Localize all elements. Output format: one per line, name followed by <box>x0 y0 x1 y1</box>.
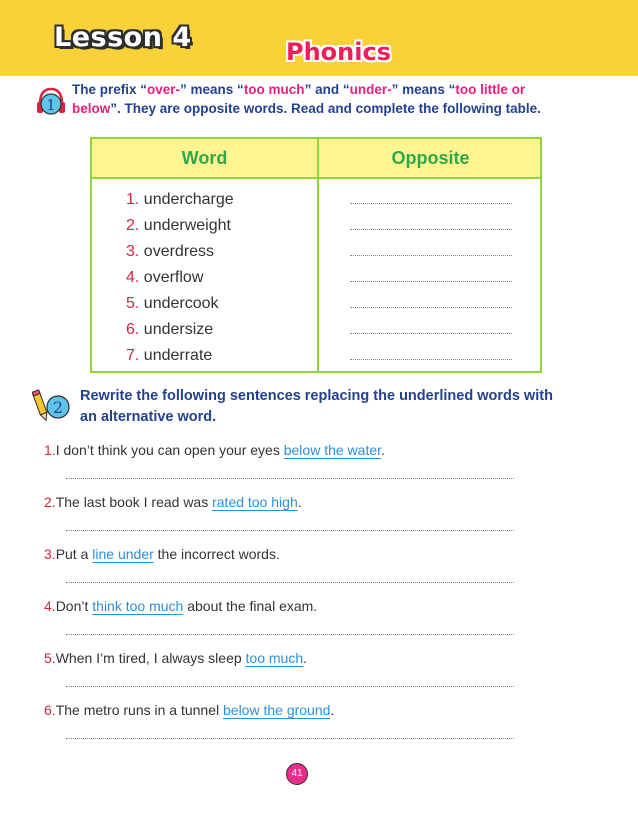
instruction-text: ” means “ <box>180 82 244 97</box>
row-number: 1. <box>126 191 140 208</box>
word-cell: underrate <box>143 347 213 364</box>
opposite-answer-line[interactable] <box>350 281 512 282</box>
opposite-answer-line[interactable] <box>350 229 512 230</box>
sentence-text: about the final exam. <box>183 598 318 614</box>
instruction-text: ” means “ <box>391 82 456 97</box>
sentence-item <box>44 492 302 512</box>
instruction-text: ” and “ <box>304 82 350 97</box>
highlight-text: over- <box>147 82 181 97</box>
highlight-text: too much <box>243 82 305 97</box>
table-row <box>126 317 213 343</box>
row-number: 3. <box>126 243 140 260</box>
rewrite-answer-line[interactable] <box>66 582 514 583</box>
row-number: 2. <box>126 217 140 234</box>
underlined-phrase: below the ground <box>223 702 331 718</box>
sentence-text: . <box>303 650 308 666</box>
table-row <box>126 265 203 291</box>
table-header-word: Word <box>181 148 228 168</box>
sentence-number: 1. <box>44 442 56 458</box>
table-divider <box>317 139 319 371</box>
underlined-phrase: too much <box>245 650 304 666</box>
exercise-number: 1 <box>46 96 56 114</box>
word-cell: undercharge <box>143 191 234 208</box>
underlined-phrase: line under <box>92 546 154 562</box>
opposite-answer-line[interactable] <box>350 203 512 204</box>
table-row <box>126 213 231 239</box>
sentence-text: The last book I read was <box>55 494 213 510</box>
sentence-text: Don’t <box>55 598 93 614</box>
instruction-text: The prefix “ <box>72 82 148 97</box>
sentence-number: 4. <box>44 598 56 614</box>
opposite-answer-line[interactable] <box>350 333 512 334</box>
table-row <box>126 343 212 369</box>
pencil-icon <box>32 388 72 422</box>
sentence-text: . <box>330 702 335 718</box>
opposite-answer-line[interactable] <box>350 255 512 256</box>
page-number-badge: 41 <box>286 763 308 785</box>
table-header-opposite: Opposite <box>391 148 470 168</box>
sentence-text: The metro runs in a tunnel <box>55 702 223 718</box>
underlined-phrase: rated too high <box>212 494 298 510</box>
sentence-text: I don’t think you can open your eyes <box>55 442 284 458</box>
word-cell: overflow <box>143 269 204 286</box>
rewrite-answer-line[interactable] <box>66 478 514 479</box>
exercise-2-instruction: Rewrite the following sentences replacing the underlined words with an alternative word. <box>80 388 553 425</box>
opposite-answer-line[interactable] <box>350 359 512 360</box>
rewrite-answer-line[interactable] <box>66 738 514 739</box>
row-number: 4. <box>126 269 140 286</box>
sentence-text: When I’m tired, I always sleep <box>55 650 246 666</box>
row-number: 7. <box>126 347 140 364</box>
sentence-item <box>44 700 334 720</box>
table-row <box>126 187 234 213</box>
table-header-row <box>92 139 540 179</box>
rewrite-answer-line[interactable] <box>66 686 514 687</box>
sentence-item <box>44 648 307 668</box>
sentence-number: 6. <box>44 702 56 718</box>
sentence-text: . <box>381 442 385 458</box>
opposite-answer-line[interactable] <box>350 307 512 308</box>
table-row <box>126 239 214 265</box>
sentence-text: . <box>297 494 302 510</box>
instruction-text: ”. They are opposite words. Read and complete the following table. <box>110 101 541 116</box>
word-cell: undercook <box>143 295 219 312</box>
sentence-text: Put a <box>55 546 93 562</box>
word-cell: overdress <box>143 243 215 260</box>
sentence-item <box>44 596 317 616</box>
sentence-number: 5. <box>44 650 56 666</box>
exercise-1-instruction <box>72 80 572 118</box>
section-title: Phonics <box>286 38 391 66</box>
highlight-text: under- <box>349 82 392 97</box>
exercise-number: 2 <box>52 398 64 417</box>
lesson-title: Lesson 4 <box>54 22 192 53</box>
underlined-phrase: think too much <box>92 598 184 614</box>
sentence-item <box>44 544 280 564</box>
underlined-phrase: below the water <box>283 442 382 458</box>
word-cell: underweight <box>143 217 231 234</box>
sentence-number: 2. <box>44 494 56 510</box>
lesson-header-band <box>0 0 638 76</box>
highlight-text: too little or below <box>72 82 526 116</box>
table-row <box>126 291 219 317</box>
row-number: 5. <box>126 295 140 312</box>
rewrite-answer-line[interactable] <box>66 530 514 531</box>
word-cell: undersize <box>143 321 214 338</box>
sentence-text: the incorrect words. <box>153 546 280 562</box>
rewrite-answer-line[interactable] <box>66 634 514 635</box>
sentence-number: 3. <box>44 546 56 562</box>
headphones-icon <box>34 84 68 118</box>
word-opposite-table <box>90 137 542 373</box>
sentence-item <box>44 440 385 460</box>
row-number: 6. <box>126 321 140 338</box>
